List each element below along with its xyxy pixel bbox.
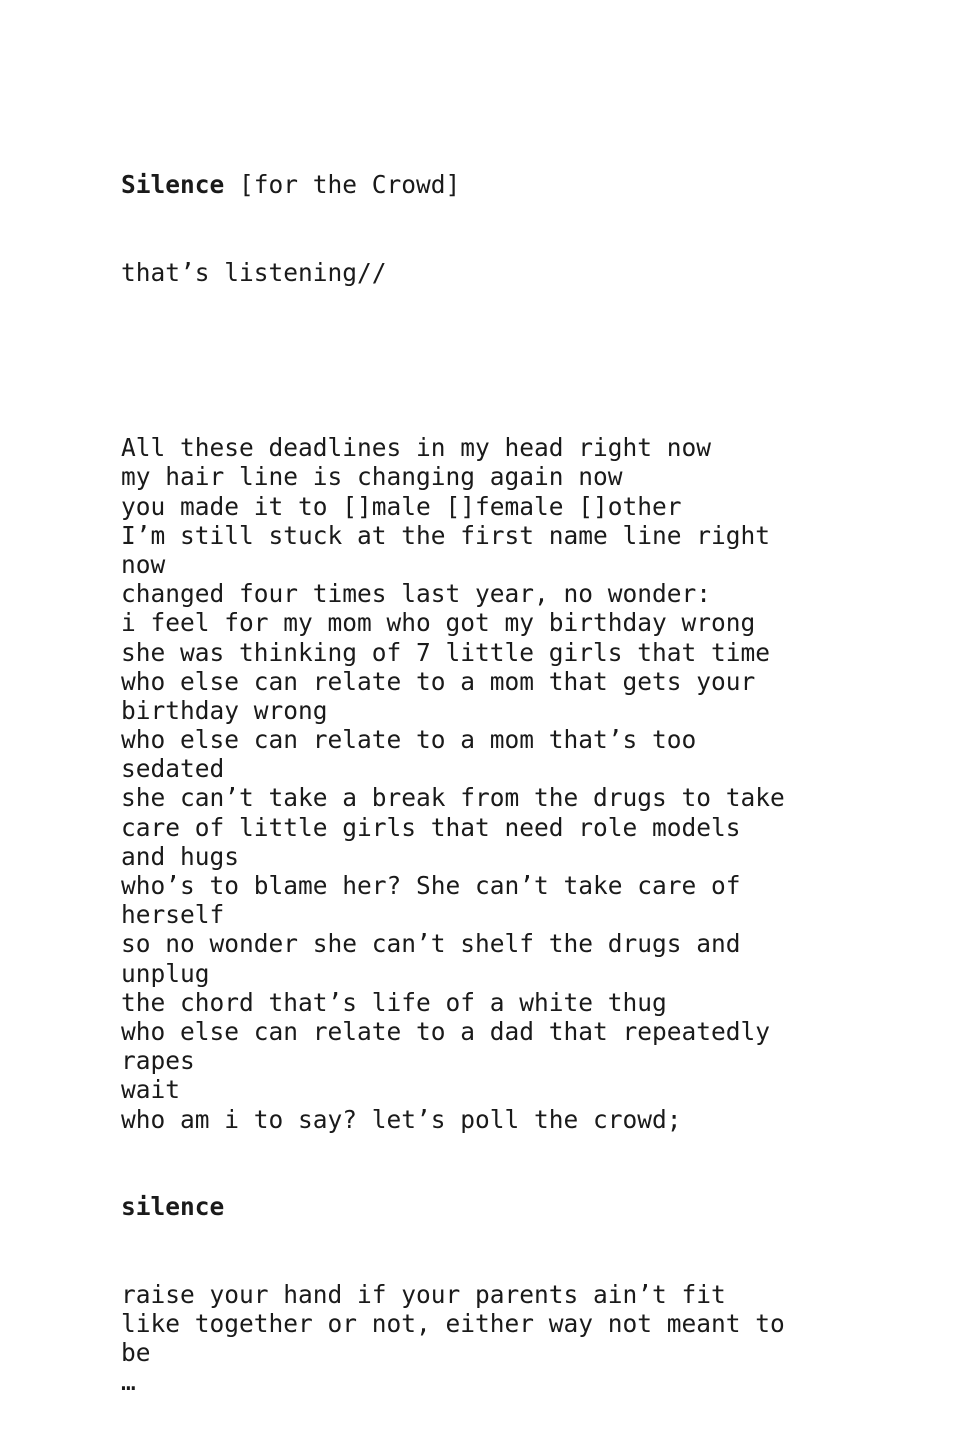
poem-line: I’m still stuck at the first name line right bbox=[121, 520, 771, 550]
poem-line: All these deadlines in my head right now bbox=[121, 433, 712, 463]
poem-line: who else can relate to a mom that gets your bbox=[121, 666, 756, 696]
poem-line: the chord that’s life of a white thug bbox=[121, 987, 667, 1017]
poem-line: sedated bbox=[121, 754, 225, 784]
poem-lines bbox=[121, 433, 881, 1134]
poem-line: she can’t take a break from the drugs to take bbox=[121, 783, 785, 813]
poem-line: she was thinking of 7 little girls that time bbox=[121, 637, 771, 667]
poem-title-line bbox=[121, 170, 881, 199]
poem-line: birthday wrong bbox=[121, 695, 328, 725]
stanza-break bbox=[121, 346, 881, 375]
poem-line: my hair line is changing again now bbox=[121, 462, 623, 492]
poem-line: changed four times last year, no wonder: bbox=[121, 579, 712, 609]
poem-title-bold: Silence bbox=[121, 170, 225, 200]
poem-body bbox=[121, 112, 881, 1455]
poem-line: care of little girls that need role models bbox=[121, 812, 741, 842]
poem-line: … bbox=[121, 1367, 136, 1397]
poem-line: be bbox=[121, 1338, 151, 1368]
poem-line: like together or not, either way not meant to bbox=[121, 1308, 785, 1338]
poem-subtitle: that’s listening// bbox=[121, 258, 387, 287]
poem-line: now bbox=[121, 549, 166, 579]
poem-line: who am i to say? let’s poll the crowd; bbox=[121, 1104, 682, 1134]
poem-line: i feel for my mom who got my birthday wrong bbox=[121, 608, 756, 638]
poem-line: and hugs bbox=[121, 841, 240, 871]
closing-lines bbox=[121, 1280, 881, 1397]
poem-line: herself bbox=[121, 900, 225, 930]
poem-line: wait bbox=[121, 1075, 181, 1105]
poem-line: raise your hand if your parents ain’t fit bbox=[121, 1279, 726, 1309]
poem-line: rapes bbox=[121, 1046, 195, 1076]
poem-title-rest: [for the Crowd] bbox=[224, 170, 461, 200]
poem-line: who’s to blame her? She can’t take care of bbox=[121, 871, 741, 900]
poem-line: who else can relate to a dad that repeatedly bbox=[121, 1016, 771, 1046]
emphasis-line: silence bbox=[121, 1192, 225, 1222]
poem-line: who else can relate to a mom that’s too bbox=[121, 725, 697, 755]
poem-line: so no wonder she can’t shelf the drugs and bbox=[121, 929, 741, 959]
poem-line: unplug bbox=[121, 958, 210, 988]
poem-line: you made it to []male []female []other bbox=[121, 491, 682, 521]
